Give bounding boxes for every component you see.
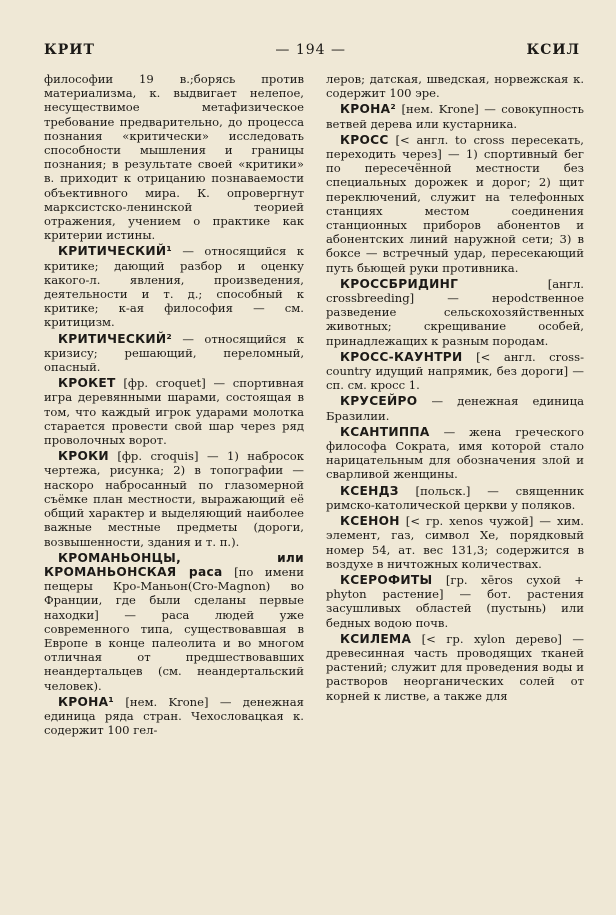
dictionary-entry: [44, 551, 304, 693]
entry-text: [польск.] — священник римско-католической церкви у поляков.: [326, 483, 584, 512]
entry-text: — относящийся к критике; дающий разбор и оценку какого-л. явления, произведения, деятельности и т. д.; способный к критике; к-ая философия — см. критицизм.: [44, 244, 304, 330]
dictionary-entry: [326, 102, 584, 130]
entry-headword: КРОСС-КАУНТРИ: [340, 349, 463, 364]
dictionary-entry: [326, 72, 584, 100]
entry-headword: КРУСЕЙРО: [340, 394, 418, 409]
dictionary-entry: [326, 133, 584, 275]
entry-headword: КРОНА¹: [58, 694, 115, 709]
entry-headword: КРОКЕТ: [58, 376, 116, 391]
entry-headword: КСЕРОФИТЫ: [340, 572, 433, 587]
entry-text: [англ. crossbreeding] — нерodственное разведение сельскохозяйственных животных; скрещивание особей, принадлежащих к разным породам.: [326, 276, 584, 348]
entry-text: [нем. Krone] — совокупность ветвей дерева или кустарника.: [326, 102, 584, 131]
left-column: [44, 72, 304, 739]
dictionary-entry: [44, 244, 304, 329]
dictionary-entry: [44, 695, 304, 738]
entry-text: [< англ. cross-country идущий напрямик, без дороги] — сп. см. кросс 1.: [326, 349, 584, 393]
entry-text: философии 19 в.;борясь против материализма, к. выдвигает нелепое, несуществимое метафизическое требование предварительно, до процесса познания «критически» исследовать способности мышления и границы познания; в результате своей «критики» в. приходит к отрицанию познаваемости объективного мира. К. опровергнут марксистско-ленинской теорией отражения, учением о практике как критерии истины.: [44, 72, 304, 243]
header-left-guide-word: КРИТ: [44, 42, 95, 58]
right-column: [326, 72, 584, 705]
entry-text: [фр. croquet] — спортивная игра деревянными шарами, состоящая в том, что каждый игрок ударами молотка старается провести свой шар через ряд проволочных ворот.: [44, 376, 304, 448]
entry-text: [< англ. to cross пересекать, переходить через] — 1) спортивный бег по пересечённой местности без специальных дорожек и дорог; 2) щит переключений, служит на телефонных станциях местом соединения станционных приборов абонентов и абонентских линий наружной сети; 3) в боксе — встречный удар, пересекающий путь бьющей руки противника.: [326, 132, 584, 275]
entry-text: — жена греческого философа Сократа, имя которой стало нарицательным для обозначения злой и сварливой женщины.: [326, 424, 584, 482]
dictionary-entry: [326, 514, 584, 571]
entry-text: [< гр. xylon дерево] — древесинная часть проводящих тканей растений; служит для проведения воды и растворов неорганических солей от корней к листве, а также для: [326, 631, 584, 703]
page-number: — 194 —: [275, 42, 347, 58]
entry-headword: КРОСС: [340, 132, 389, 147]
entry-headword: КСАНТИППА: [340, 424, 430, 439]
entry-headword: КСЕНДЗ: [340, 483, 399, 498]
page-header: [44, 42, 580, 64]
entry-headword: КРОНА²: [340, 102, 397, 117]
dictionary-entry: [44, 449, 304, 548]
entry-text: — денежная единица Бразилии.: [326, 394, 584, 423]
dictionary-entry: [326, 350, 584, 393]
dictionary-entry: [326, 277, 584, 348]
dictionary-entry: [326, 632, 584, 703]
entry-headword: КРОКИ: [58, 449, 109, 464]
entry-headword: КСИЛЕМА: [340, 631, 412, 646]
entry-headword: КРИТИЧЕСКИЙ²: [58, 331, 173, 346]
dictionary-entry: [44, 332, 304, 375]
entry-headword: КРОССБРИДИНГ: [340, 276, 459, 291]
dictionary-entry: [44, 376, 304, 447]
entry-text: — относящийся к кризису; решающий, переломный, опасный.: [44, 331, 304, 375]
entry-headword: КРОМАНЬОНЦЫ, или КРОМАНЬОНСКАЯ раса: [44, 550, 304, 579]
dictionary-entry: [326, 394, 584, 422]
entry-headword: КСЕНОН: [340, 514, 400, 529]
dictionary-entry: [44, 72, 304, 242]
entry-headword: КРИТИЧЕСКИЙ¹: [58, 244, 173, 259]
entry-text: [гр. xēros сухой + phyton растение] — бот. растения засушливых областей (пустынь) или бедных водою почв.: [326, 572, 584, 630]
entry-text: [< гр. xenos чужой] — хим. элемент, газ, символ Xe, порядковый номер 54, ат. вес 131,3; содержится в воздухе в ничтожных количествах.: [326, 514, 584, 571]
entry-text: [фр. croquis] — 1) набросок чертежа, рисунка; 2) в топографии — наскоро набросанный по глазомерной съёмке план местности, выражающий её общий характер и выделяющий наиболее важные местные предметы (дороги, возвышенности, здания и т. п.).: [44, 449, 304, 549]
dictionary-entry: [326, 484, 584, 512]
entry-text: [нем. Krone] — денежная единица ряда стран. Чехословацкая к. содержит 100 гел-: [44, 694, 304, 738]
dictionary-entry: [326, 573, 584, 630]
dictionary-entry: [326, 425, 584, 482]
entry-text: леров; датская, шведская, норвежская к. содержит 100 эре.: [326, 72, 584, 101]
header-right-guide-word: КСИЛ: [526, 42, 580, 58]
entry-text: [по имени пещеры Кро-Маньон(Cro-Magnon) во Франции, где были сделаны первые находки] — раса людей уже современного типа, существовавшая в Европе в конце палеолита и во многом отличная от предшествовавших неандертальцев (см. неандертальский человек).: [44, 564, 304, 693]
